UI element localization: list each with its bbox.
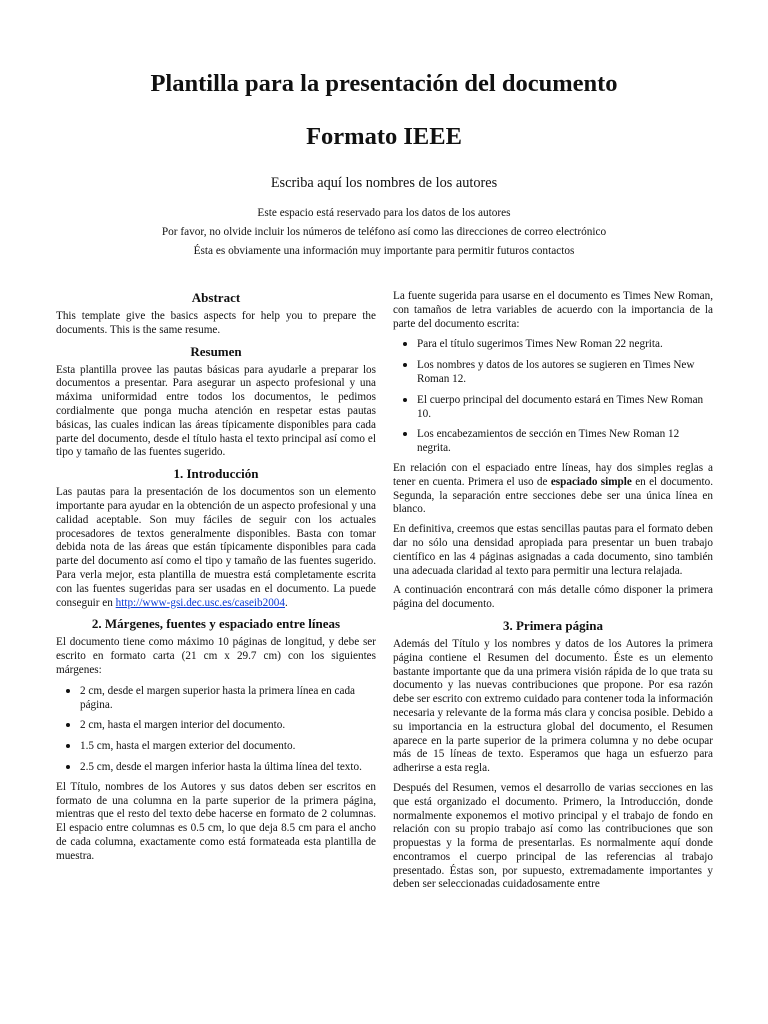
abstract-heading: Abstract [191, 290, 241, 305]
list-item: • Los nombres y datos de los autores se sugieren en Times New Roman 12. [417, 358, 713, 387]
affiliation-line-3: Ésta es obviamente una información muy importante para permitir futuros contactos [193, 245, 575, 257]
right-column [393, 290, 713, 898]
spacing-text-b: en el documento. Segunda, la separación entre secciones debe ser una única línea en blanco. [393, 475, 713, 516]
authors-line: Escriba aquí los nombres de los autores [270, 175, 498, 191]
list-item: • 1.5 cm, hasta el margen exterior del documento. [80, 739, 376, 754]
abstract-text: This template give the basics aspects for help you to prepare the documents. This is the same resume. [56, 310, 376, 336]
continuacion-text: A continuación encontrará con más detalle cómo disponer la primera página del documento. [393, 584, 713, 611]
download-link[interactable]: http://www-gsi.dec.usc.es/caseib2004 [115, 596, 285, 609]
list-item: • 2 cm, hasta el margen interior del documento. [80, 718, 376, 733]
definitiva-text: En definitiva, creemos que estas sencillas pautas para el formato deben dar no sólo una densidad apropiada para presentar un buen trabajo científico en las 4 páginas asignadas a cada documento, sino también una adecuada claridad al texto para permitir una lectura relajada. [393, 523, 713, 577]
list-item: • El cuerpo principal del documento estará en Times New Roman 10. [417, 393, 713, 422]
affiliation-line-2: Por favor, no olvide incluir los números de teléfono así como las direcciones de correo electrónico [161, 226, 607, 238]
after-resumen-text: Después del Resumen, vemos el desarrollo de varias secciones en las que está organizado el documento. Primero, la Introducción, donde normalmente exponemos el motivo principal y el trabajo de fondo en relación con su propio trabajo así como las contribuciones que son propuestas y la forma de presentarlas. Es normalmente aquí donde encontramos el cuerpo principal de las referencias al trabajo presentado. Éstas son, por supuesto, extremadamente importantes y deben ser seleccionadas cuidadosamente entre [393, 781, 713, 891]
spacing-text-a: En relación con el espaciado entre líneas, hay dos simples reglas a tener en cuenta. Primera el uso de [393, 461, 713, 488]
layout-text: El Título, nombres de los Autores y sus datos deben ser escritos en formato de una columna en la parte superior de la primera página, mientras que el resto del texto debe hacerse en formato de 2 columnas. El espacio entre columnas es 0.5 cm, lo que deja 8.5 cm para el ancho de cada columna, exactamente como está formateada esta plantilla de muestra. [56, 780, 376, 862]
spacing-bold: espaciado simple [550, 475, 632, 488]
left-column [56, 290, 376, 870]
margins-list [56, 684, 376, 775]
section-3-text: Además del Título y los nombres y datos de los Autores la primera página contiene el Resumen del documento. Éste es un elemento bastante importante que da una primera visión rápida de lo que trata su documento y las nuevas contribuciones que propone. Por esa razón debe ser escrito con extremo cuidado para contener toda la información necesaria y relevante de la forma más clara y concisa posible. Debido a su importancia en la estructura global del documento, el Resumen aparece en la parte superior de la primera columna y no debe ocupar más de 15 líneas de texto. Esperamos que haga un esfuerzo para adherirse a esta regla. [393, 637, 713, 775]
section-2-text: El documento tiene como máximo 10 páginas de longitud, y debe ser escrito en formato carta (21 cm x 29.7 cm) con los siguientes márgenes: [56, 636, 376, 676]
list-item: • 2.5 cm, desde el margen inferior hasta la última línea del texto. [80, 760, 376, 775]
affiliation-line-1: Este espacio está reservado para los datos de los autores [257, 207, 511, 219]
section-1-text [56, 486, 376, 610]
document-subtitle: Formato IEEE [306, 123, 462, 150]
document-title: Plantilla para la presentación del documento [150, 70, 618, 97]
fonts-list [393, 337, 713, 456]
list-item: • Los encabezamientos de sección en Times New Roman 12 negrita. [417, 427, 713, 456]
section-1-heading: 1. Introducción [173, 466, 259, 482]
section-1-body: Las pautas para la presentación de los documentos son un elemento importante para ayudar en la obtención de un aspecto profesional y una calidad aceptable. Son muy fáciles de seguir con los actuales procesadores de textos generalmente disponibles. Basta con tomar debida nota de las áreas que están típicamente disponibles para cada parte del documento así como el tipo y tamaño de las fuentes sugerido. Para verla mejor, esta plantilla de muestra está completamente escrita con las fuentes sugeridas para ser usadas en el documento. La puede conseguir en [56, 486, 376, 609]
list-item: • 2 cm, desde el margen superior hasta la primera línea en cada página. [80, 684, 376, 713]
spacing-text [393, 462, 713, 517]
section-3-heading: 3. Primera página [502, 617, 603, 633]
resumen-text: Esta plantilla provee las pautas básicas para ayudarle a preparar los documentos a presentar. Para asegurar un aspecto profesional y una máxima uniformidad entre todos los documentos, le pedimos cordialmente que ponga mucha atención en respetar estas pautas básicas, las cuales indican las áreas típicamente disponibles para cada parte del documento, desde el título hasta el texto principal así como el tipo y tamaño de las fuentes sugerido. [56, 363, 376, 459]
list-item: • Para el título sugerimos Times New Roman 22 negrita. [417, 337, 713, 352]
section-2-heading: 2. Márgenes, fuentes y espaciado entre líneas [91, 616, 341, 632]
fonts-text: La fuente sugerida para usarse en el documento es Times New Roman, con tamaños de letra variables de acuerdo con la importancia de la parte del documento escrita: [393, 290, 713, 330]
section-1-end: . [285, 596, 288, 609]
resumen-heading: Resumen [190, 343, 242, 359]
